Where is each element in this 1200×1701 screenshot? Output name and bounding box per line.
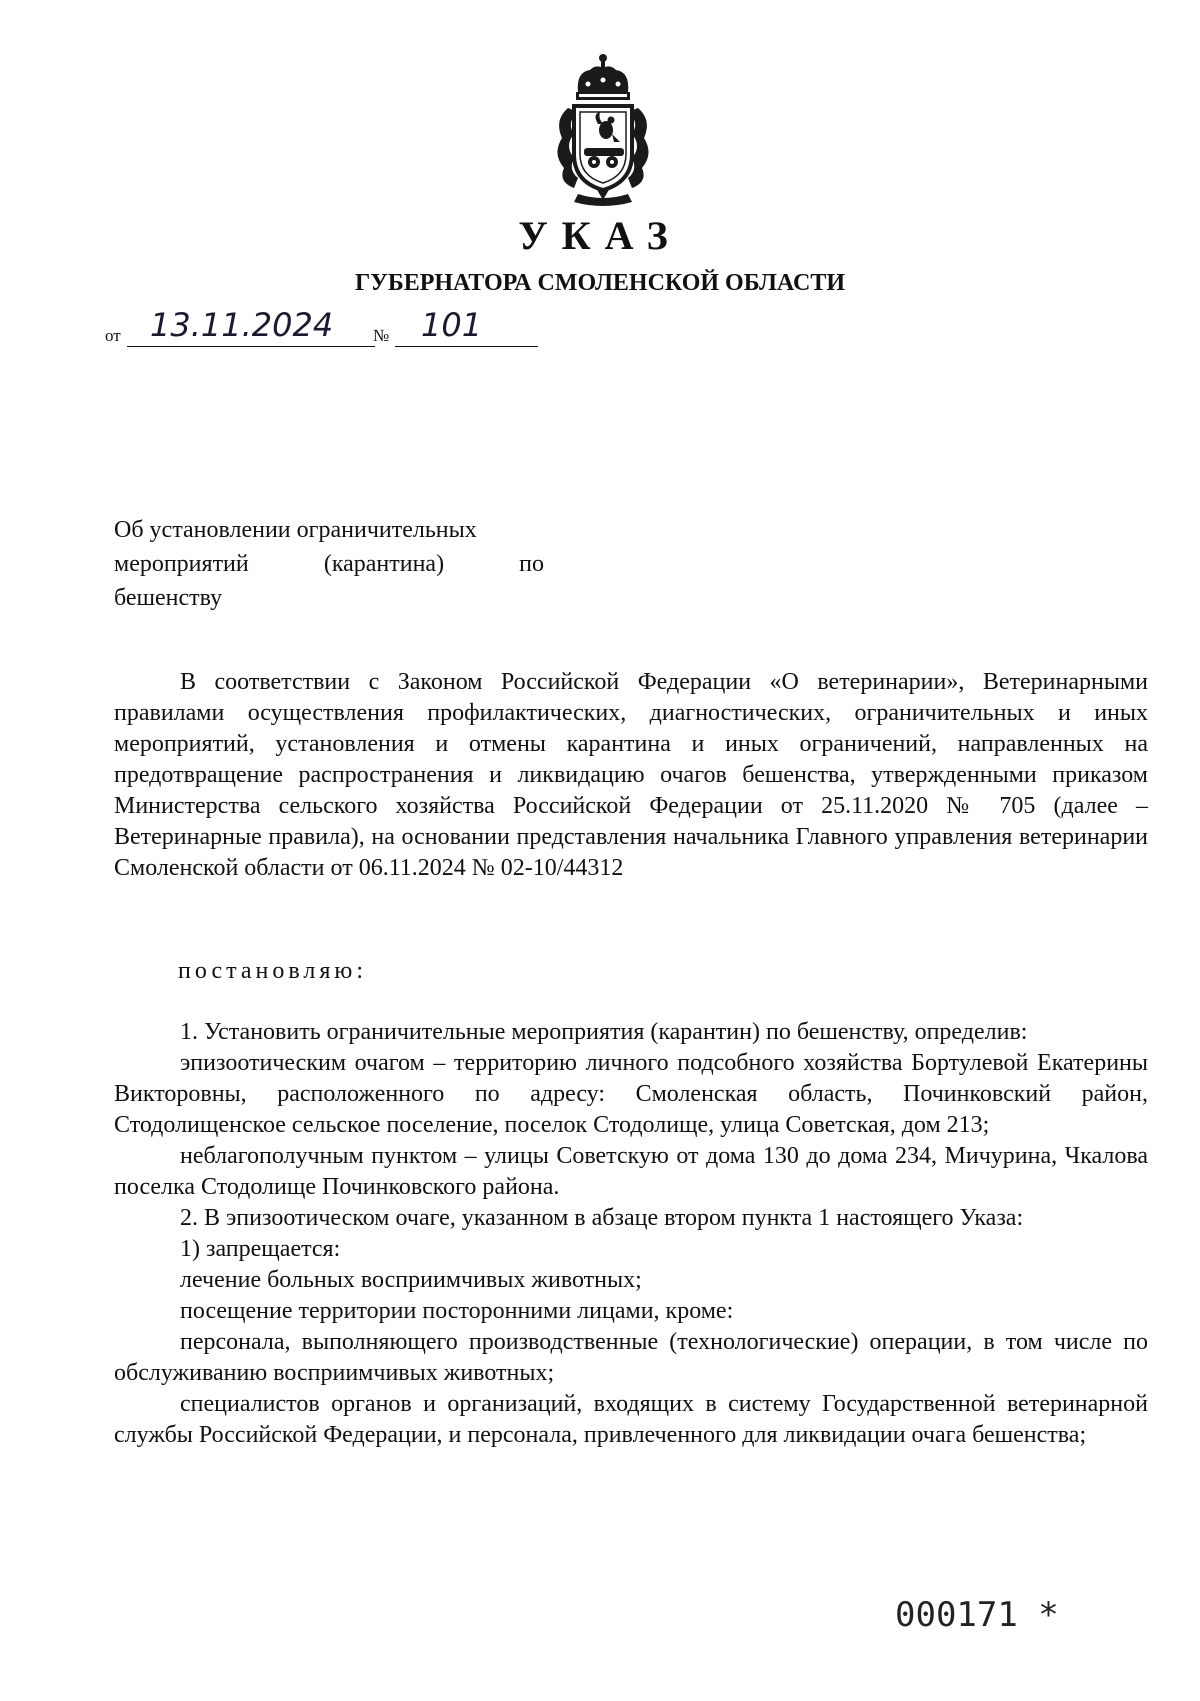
number-label: № [373,326,390,345]
date-label: от [105,326,121,345]
preamble-block [114,667,1148,884]
body-paragraph: лечение больных восприимчивых животных; [180,1267,642,1293]
number-underline [395,346,538,347]
decree-word: постановляю: [178,958,367,984]
body-paragraph: персонала, выполняющего производственные (технологические) операции, в том числе по обслуживанию восприимчивых животных; [114,1329,1148,1386]
body-paragraph: посещение территории посторонними лицами, кроме: [180,1298,734,1324]
subject-line: мероприятий (карантина) по [114,551,544,577]
date-value: 13.11.2024 [150,306,334,344]
body-paragraph: 1. Установить ограничительные мероприятия (карантин) по бешенству, определив: [180,1019,1028,1045]
subject-line: бешенству [114,585,223,611]
number-value: 101 [421,306,483,344]
subject-line: Об установлении ограничительных [114,517,477,543]
smolensk-coat-of-arms-icon [548,50,658,210]
serial-number: 000171 * [895,1595,1059,1635]
date-underline [127,346,375,347]
body-paragraph: неблагополучным пунктом – улицы Советскую от дома 130 до дома 234, Мичурина, Чкалова поселка Стодолище Починковского района. [114,1143,1148,1200]
document-subtitle: ГУБЕРНАТОРА СМОЛЕНСКОЙ ОБЛАСТИ [354,270,846,296]
decree-body [114,1017,1148,1451]
preamble-paragraph: В соответствии с Законом Российской Федерации «О ветеринарии», Ветеринарными правилами осуществления профилактических, диагностических, ограничительных и иных мероприятий, установления и отмены карантина и иных ограничений, направленных на предотвращение распространения и ликвидацию очагов бешенства, утвержденными приказом Министерства сельского хозяйства Российской Федерации от 25.11.2020 № 705 (далее – Ветеринарные правила), на основании представления начальника Главного управления ветеринарии Смоленской области от 06.11.2024 № 02-10/44312 [114,669,1148,881]
body-paragraph: эпизоотическим очагом – территорию личного подсобного хозяйства Бортулевой Екатерины Викторовны, расположенного по адресу: Смоленская область, Починковский район, Стодолищенское сельское поселение, поселок Стодолище, улица Советская, дом 213; [114,1050,1148,1138]
document-meta [105,306,585,350]
body-paragraph: 1) запрещается: [180,1236,341,1262]
document-title: УКАЗ [518,213,682,258]
body-paragraph: 2. В эпизоотическом очаге, указанном в абзаце втором пункта 1 настоящего Указа: [180,1205,1024,1231]
body-paragraph: специалистов органов и организаций, входящих в систему Государственной ветеринарной службы Российской Федерации, и персонала, привлеченного для ликвидации очага бешенства; [114,1391,1148,1448]
document-subject [114,513,544,615]
